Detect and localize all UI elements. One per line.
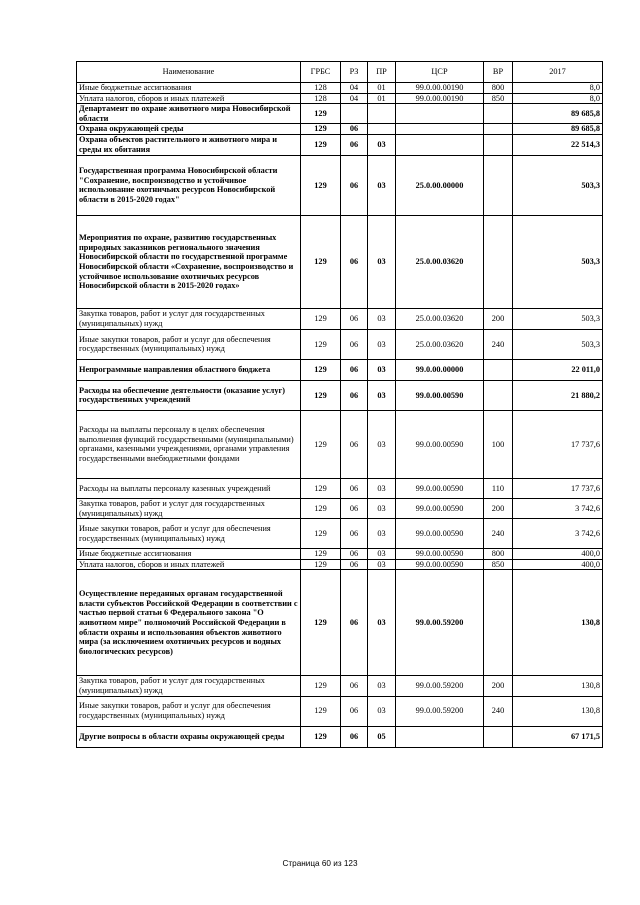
row-pr-cell: 01 [368,93,396,104]
row-name-cell: Закупка товаров, работ и услуг для государственных (муниципальных) нужд [77,498,301,518]
row-pr-cell: 03 [368,478,396,498]
row-csr-cell: 99.0.00.00590 [396,380,484,410]
row-vr-cell: 110 [484,478,513,498]
row-grbs-cell: 129 [301,380,341,410]
row-name-cell: Иные бюджетные ассигнования [77,83,301,94]
row-csr-cell: 99.0.00.00590 [396,478,484,498]
row-vr-cell [484,380,513,410]
table-row [77,549,603,560]
row-name-cell: Мероприятия по охране, развитию государственных природных заказников регионального значения Новосибирской области по государственной программе Новосибирской области «Сохранение, воспроизводство и устойчивое использование охотничьих ресурсов Новосибирской области в 2015-2020 годах» [77,215,301,308]
row-pr-cell [368,124,396,135]
row-pr-cell: 03 [368,359,396,380]
row-pr-cell: 03 [368,696,396,726]
row-name-cell: Департамент по охране животного мира Новосибирской области [77,104,301,124]
row-vr-cell [484,124,513,135]
table-row [77,93,603,104]
row-csr-cell [396,134,484,155]
row-amount-cell: 400,0 [513,549,603,560]
row-pr-cell: 03 [368,380,396,410]
row-pr-cell: 03 [368,215,396,308]
table-row [77,104,603,124]
row-pr-cell: 03 [368,570,396,676]
row-rz-cell: 06 [341,155,368,215]
row-amount-cell: 8,0 [513,83,603,94]
row-csr-cell: 99.0.00.00000 [396,359,484,380]
row-amount-cell: 89 685,8 [513,104,603,124]
table-row [77,498,603,518]
row-csr-cell: 99.0.00.59200 [396,570,484,676]
row-amount-cell: 503,3 [513,329,603,359]
row-pr-cell: 03 [368,155,396,215]
table-row [77,410,603,478]
row-pr-cell: 03 [368,676,396,696]
row-grbs-cell: 129 [301,696,341,726]
row-pr-cell: 03 [368,498,396,518]
table-row [77,696,603,726]
row-csr-cell: 99.0.00.00190 [396,93,484,104]
row-vr-cell [484,215,513,308]
row-amount-cell: 22 514,3 [513,134,603,155]
row-grbs-cell: 129 [301,498,341,518]
row-vr-cell: 200 [484,498,513,518]
row-pr-cell: 01 [368,83,396,94]
row-rz-cell: 06 [341,726,368,747]
table-row [77,570,603,676]
header-grbs: ГРБС [301,62,341,83]
row-amount-cell: 67 171,5 [513,726,603,747]
row-amount-cell: 400,0 [513,559,603,570]
row-rz-cell: 06 [341,215,368,308]
row-rz-cell: 06 [341,696,368,726]
header-year: 2017 [513,62,603,83]
row-vr-cell: 200 [484,308,513,329]
row-pr-cell: 03 [368,559,396,570]
row-grbs-cell: 129 [301,570,341,676]
row-vr-cell [484,570,513,676]
row-pr-cell: 03 [368,549,396,560]
row-amount-cell: 130,8 [513,570,603,676]
header-pr: ПР [368,62,396,83]
table-row [77,83,603,94]
row-name-cell: Охрана объектов растительного и животного мира и среды их обитания [77,134,301,155]
row-vr-cell [484,134,513,155]
row-pr-cell [368,104,396,124]
row-name-cell: Иные закупки товаров, работ и услуг для обеспечения государственных (муниципальных) нужд [77,696,301,726]
header-rz: РЗ [341,62,368,83]
row-amount-cell: 17 737,6 [513,478,603,498]
row-grbs-cell: 129 [301,410,341,478]
row-vr-cell: 240 [484,329,513,359]
table-row [77,519,603,549]
row-pr-cell: 03 [368,410,396,478]
row-grbs-cell: 129 [301,676,341,696]
row-grbs-cell: 129 [301,519,341,549]
table-row [77,359,603,380]
row-vr-cell: 800 [484,83,513,94]
row-rz-cell: 06 [341,478,368,498]
header-vr: ВР [484,62,513,83]
row-csr-cell [396,104,484,124]
row-vr-cell: 240 [484,519,513,549]
header-csr: ЦСР [396,62,484,83]
row-name-cell: Закупка товаров, работ и услуг для государственных (муниципальных) нужд [77,308,301,329]
row-vr-cell: 200 [484,676,513,696]
row-name-cell: Закупка товаров, работ и услуг для государственных (муниципальных) нужд [77,676,301,696]
table-row [77,215,603,308]
row-amount-cell: 503,3 [513,308,603,329]
row-amount-cell: 3 742,6 [513,519,603,549]
row-grbs-cell: 129 [301,549,341,560]
row-vr-cell: 240 [484,696,513,726]
table-row [77,308,603,329]
row-rz-cell: 04 [341,83,368,94]
row-name-cell: Охрана окружающей среды [77,124,301,135]
table-row [77,559,603,570]
row-amount-cell: 3 742,6 [513,498,603,518]
row-rz-cell: 06 [341,329,368,359]
row-rz-cell: 06 [341,134,368,155]
row-name-cell: Другие вопросы в области охраны окружающей среды [77,726,301,747]
row-rz-cell: 06 [341,359,368,380]
row-csr-cell: 25.0.00.00000 [396,155,484,215]
row-csr-cell: 99.0.00.59200 [396,696,484,726]
row-amount-cell: 89 685,8 [513,124,603,135]
row-csr-cell: 99.0.00.00190 [396,83,484,94]
table-row [77,329,603,359]
row-csr-cell [396,124,484,135]
row-name-cell: Расходы на выплаты персоналу в целях обеспечения выполнения функций государственными (муниципальными) органами, казенными учреждениями, органами управления государственными внебюджетными фондами [77,410,301,478]
row-csr-cell: 99.0.00.00590 [396,549,484,560]
row-name-cell: Уплата налогов, сборов и иных платежей [77,93,301,104]
row-name-cell: Государственная программа Новосибирской области "Сохранение, воспроизводство и устойчивое использование охотничьих ресурсов Новосибирской области в 2015-2020 годах" [77,155,301,215]
row-amount-cell: 21 880,2 [513,380,603,410]
header-name: Наименование [77,62,301,83]
row-grbs-cell: 129 [301,104,341,124]
row-grbs-cell: 128 [301,93,341,104]
table-row [77,478,603,498]
row-name-cell: Расходы на обеспечение деятельности (оказание услуг) государственных учреждений [77,380,301,410]
row-grbs-cell: 129 [301,134,341,155]
table-row [77,380,603,410]
row-vr-cell: 100 [484,410,513,478]
row-amount-cell: 503,3 [513,215,603,308]
table-row [77,726,603,747]
row-name-cell: Иные закупки товаров, работ и услуг для обеспечения государственных (муниципальных) нужд [77,519,301,549]
row-csr-cell: 99.0.00.00590 [396,559,484,570]
row-vr-cell [484,104,513,124]
table-row [77,124,603,135]
row-csr-cell: 99.0.00.59200 [396,676,484,696]
row-amount-cell: 22 011,0 [513,359,603,380]
row-vr-cell [484,359,513,380]
row-amount-cell: 130,8 [513,696,603,726]
row-amount-cell: 8,0 [513,93,603,104]
row-rz-cell: 06 [341,549,368,560]
row-name-cell: Расходы на выплаты персоналу казенных учреждений [77,478,301,498]
row-grbs-cell: 129 [301,215,341,308]
row-rz-cell: 04 [341,93,368,104]
row-rz-cell: 06 [341,410,368,478]
row-csr-cell: 25.0.00.03620 [396,308,484,329]
row-pr-cell: 03 [368,519,396,549]
row-name-cell: Иные бюджетные ассигнования [77,549,301,560]
row-grbs-cell: 129 [301,124,341,135]
row-vr-cell [484,726,513,747]
row-pr-cell: 03 [368,134,396,155]
row-grbs-cell: 129 [301,308,341,329]
row-csr-cell: 99.0.00.00590 [396,519,484,549]
row-amount-cell: 130,8 [513,676,603,696]
row-name-cell: Уплата налогов, сборов и иных платежей [77,559,301,570]
row-grbs-cell: 129 [301,478,341,498]
row-rz-cell: 06 [341,559,368,570]
table-header-row [77,62,603,83]
row-csr-cell: 99.0.00.00590 [396,498,484,518]
row-amount-cell: 17 737,6 [513,410,603,478]
row-name-cell: Непрограммные направления областного бюджета [77,359,301,380]
row-pr-cell: 03 [368,308,396,329]
row-rz-cell: 06 [341,124,368,135]
row-grbs-cell: 129 [301,155,341,215]
row-rz-cell: 06 [341,498,368,518]
row-pr-cell: 03 [368,329,396,359]
table-row [77,134,603,155]
row-rz-cell [341,104,368,124]
table-row [77,155,603,215]
table-row [77,676,603,696]
row-csr-cell [396,726,484,747]
row-vr-cell [484,155,513,215]
table-body [77,83,603,748]
row-csr-cell: 25.0.00.03620 [396,329,484,359]
row-rz-cell: 06 [341,308,368,329]
row-name-cell: Иные закупки товаров, работ и услуг для обеспечения государственных (муниципальных) нужд [77,329,301,359]
row-grbs-cell: 129 [301,726,341,747]
row-grbs-cell: 129 [301,329,341,359]
row-pr-cell: 05 [368,726,396,747]
row-grbs-cell: 128 [301,83,341,94]
budget-table [76,61,603,748]
row-name-cell: Осуществление переданных органам государственной власти субъектов Российской Федерации в соответствии с частью первой статьи 6 Федерального закона "О животном мире" полномочий Российской Федерации в области охраны и использования объектов животного мира (за исключением охотничьих ресурсов и водных биологических ресурсов) [77,570,301,676]
row-amount-cell: 503,3 [513,155,603,215]
row-vr-cell: 800 [484,549,513,560]
row-rz-cell: 06 [341,519,368,549]
row-vr-cell: 850 [484,559,513,570]
row-vr-cell: 850 [484,93,513,104]
row-rz-cell: 06 [341,570,368,676]
page-number: Страница 60 из 123 [282,859,358,868]
row-grbs-cell: 129 [301,359,341,380]
row-rz-cell: 06 [341,380,368,410]
row-grbs-cell: 129 [301,559,341,570]
row-csr-cell: 99.0.00.00590 [396,410,484,478]
row-csr-cell: 25.0.00.03620 [396,215,484,308]
row-rz-cell: 06 [341,676,368,696]
